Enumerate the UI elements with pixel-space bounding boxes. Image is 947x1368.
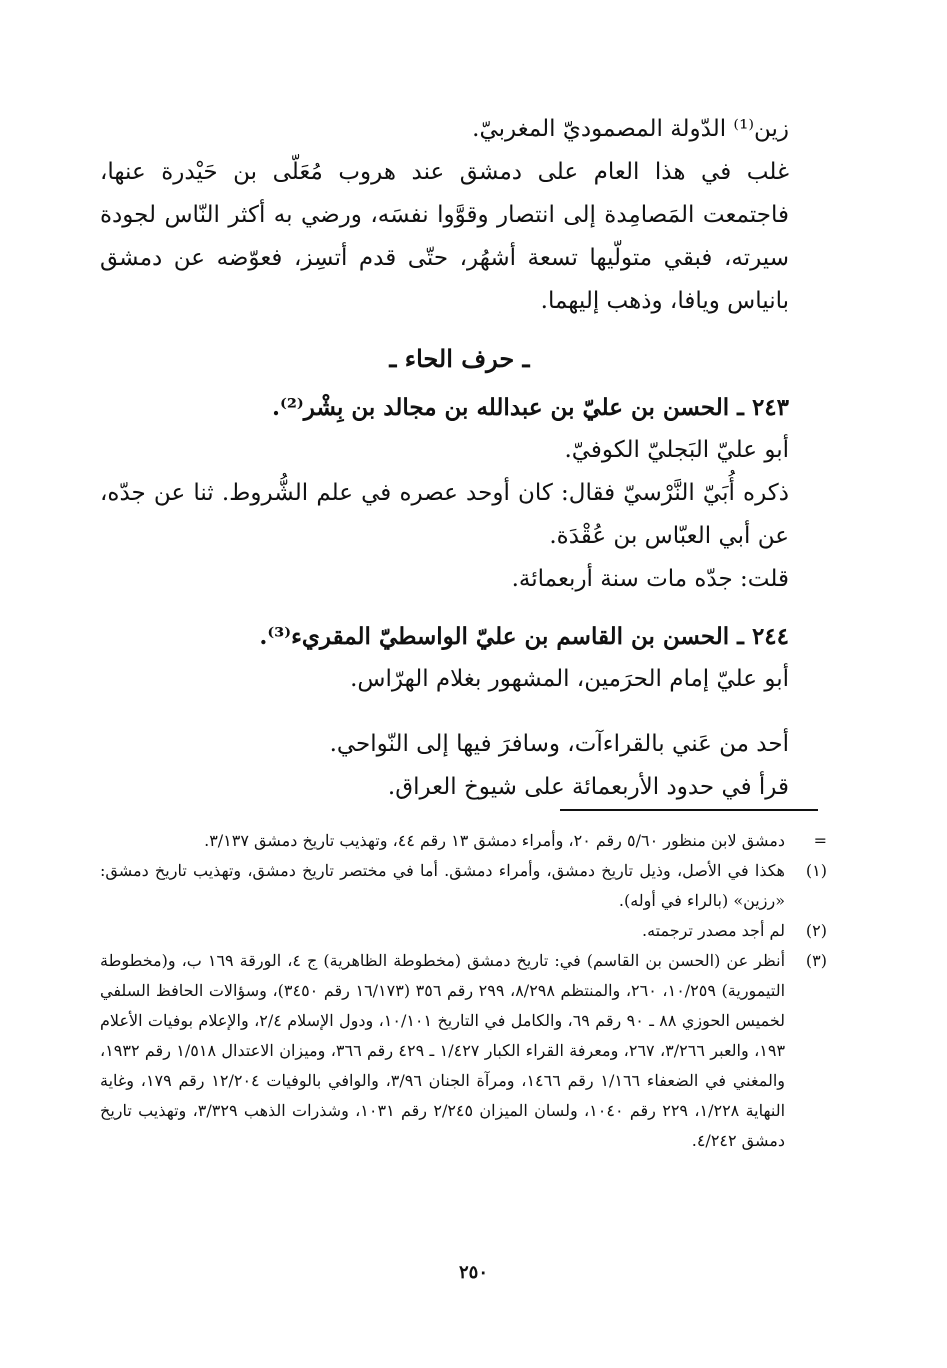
footnote-item <box>100 946 827 1156</box>
section-heading: ـ حرف الحاء ـ <box>389 344 530 373</box>
entry-continuation-paragraph: غلب في هذا العام على دمشق عند هروب مُعَلّى بن حَيْدرة عنها، فاجتمعت المَصامِدة إلى انتصار وقوَّوا نفسَه، ورضي به أكثر النّاس لجودة سيرته، فبقي متولّيها تسعة أشهُر، حتّى قدم أتسِز، فعوّضه عن دمشق بانياس ويافا، وذهب إليهما. <box>100 159 789 314</box>
entry-continuation-name: زين⁽¹⁾ الدّولة المصموديّ المغربيّ. <box>472 116 789 142</box>
footnote-marker: = <box>813 831 827 850</box>
footnote-separator <box>560 809 818 811</box>
entry-243-title: ٢٤٣ ـ الحسن بن عليّ بن عبدالله بن مجالد بن بِشْر⁽²⁾. <box>271 394 789 421</box>
entry-244-text-2: قرأ في حدود الأربعمائة على شيوخ العراق. <box>387 774 789 800</box>
entry-243-kunya: أبو عليّ البَجليّ الكوفيّ. <box>564 437 789 463</box>
main-text <box>100 108 819 809</box>
footnote-marker: (٢) <box>805 921 827 940</box>
entry-243-text: ذكره أُبَيّ النَّرْسيّ فقال: كان أوحد عصره في علم الشُّروط. ثنا عن جدّه، عن أبي العبّاس بن عُقْدَة. <box>100 480 789 549</box>
footnote-item <box>100 856 827 916</box>
entry-244-kunya: أبو عليّ إمام الحرَمين، المشهور بغلام الهرّاس. <box>350 666 789 692</box>
page-number: ٢٥٠ <box>458 1262 488 1283</box>
footnotes <box>100 826 827 1156</box>
footnote-marker: (٣) <box>805 951 827 970</box>
footnote-item <box>100 826 827 856</box>
footnote-text: لم أجد مصدر ترجمته. <box>642 921 785 940</box>
footnote-item <box>100 916 827 946</box>
entry-244-title: ٢٤٤ ـ الحسن بن القاسم بن عليّ الواسطيّ المقريء⁽³⁾. <box>259 623 789 650</box>
footnote-text: أنظر عن (الحسن بن القاسم) في: تاريخ دمشق (مخطوطة الظاهرية) ج ٤، الورقة ١٦٩ ب، و(مخطوطة التيمورية) ١٠/٢٥٩، ٢٦٠، والمنتظم ٨/٢٩٨، ٢٩٩ رقم ٣٥٦ (١٦/١٧٣ رقم ٣٤٥٠)، وسؤالات الحافظ السلفي لخميس الحوزي ٨٨ ـ ٩٠ رقم ٦٩، والكامل في التاريخ ١٠/١٠١، ودول الإسلام ٢/٤، والإعلام بوفيات الأعلام ١٩٣، والعبر ٣/٢٦٦، ٢٦٧، ومعرفة القراء الكبار ١/٤٢٧ ـ ٤٢٩ رقم ٣٦٦، وميزان الاعتدال ١/٥١٨ رقم ١٩٣٢، والمغني في الضعفاء ١/١٦٦ رقم ١٤٦٦، ومرآة الجنان ٣/٩٦، والوافي بالوفيات ١٢/٢٠٤ رقم ١٧٩، وغاية النهاية ١/٢٢٨، ٢٢٩ رقم ١٠٤٠، ولسان الميزان ٢/٢٤٥ رقم ١٠٣١، وشذرات الذهب ٣/٣٢٩، وتهذيب تاريخ دمشق ٤/٢٤٢. <box>100 951 786 1150</box>
footnote-marker: (١) <box>805 861 827 880</box>
footnote-text: دمشق لابن منظور ٥/٦٠ رقم ٢٠، وأمراء دمشق ١٣ رقم ٤٤، وتهذيب تاريخ دمشق ٣/١٣٧. <box>204 831 785 850</box>
entry-244-text: أحد من عَني بالقراءآت، وسافرَ فيها إلى النّواحي. <box>329 731 789 757</box>
entry-243-note: قلت: جدّه مات سنة أربعمائة. <box>511 566 789 592</box>
footnote-text: هكذا في الأصل، وذيل تاريخ دمشق، وأمراء دمشق. أما في مختصر تاريخ دمشق، وتهذيب تاريخ دمشق: «رزين» (بالراء في أوله). <box>100 861 785 910</box>
